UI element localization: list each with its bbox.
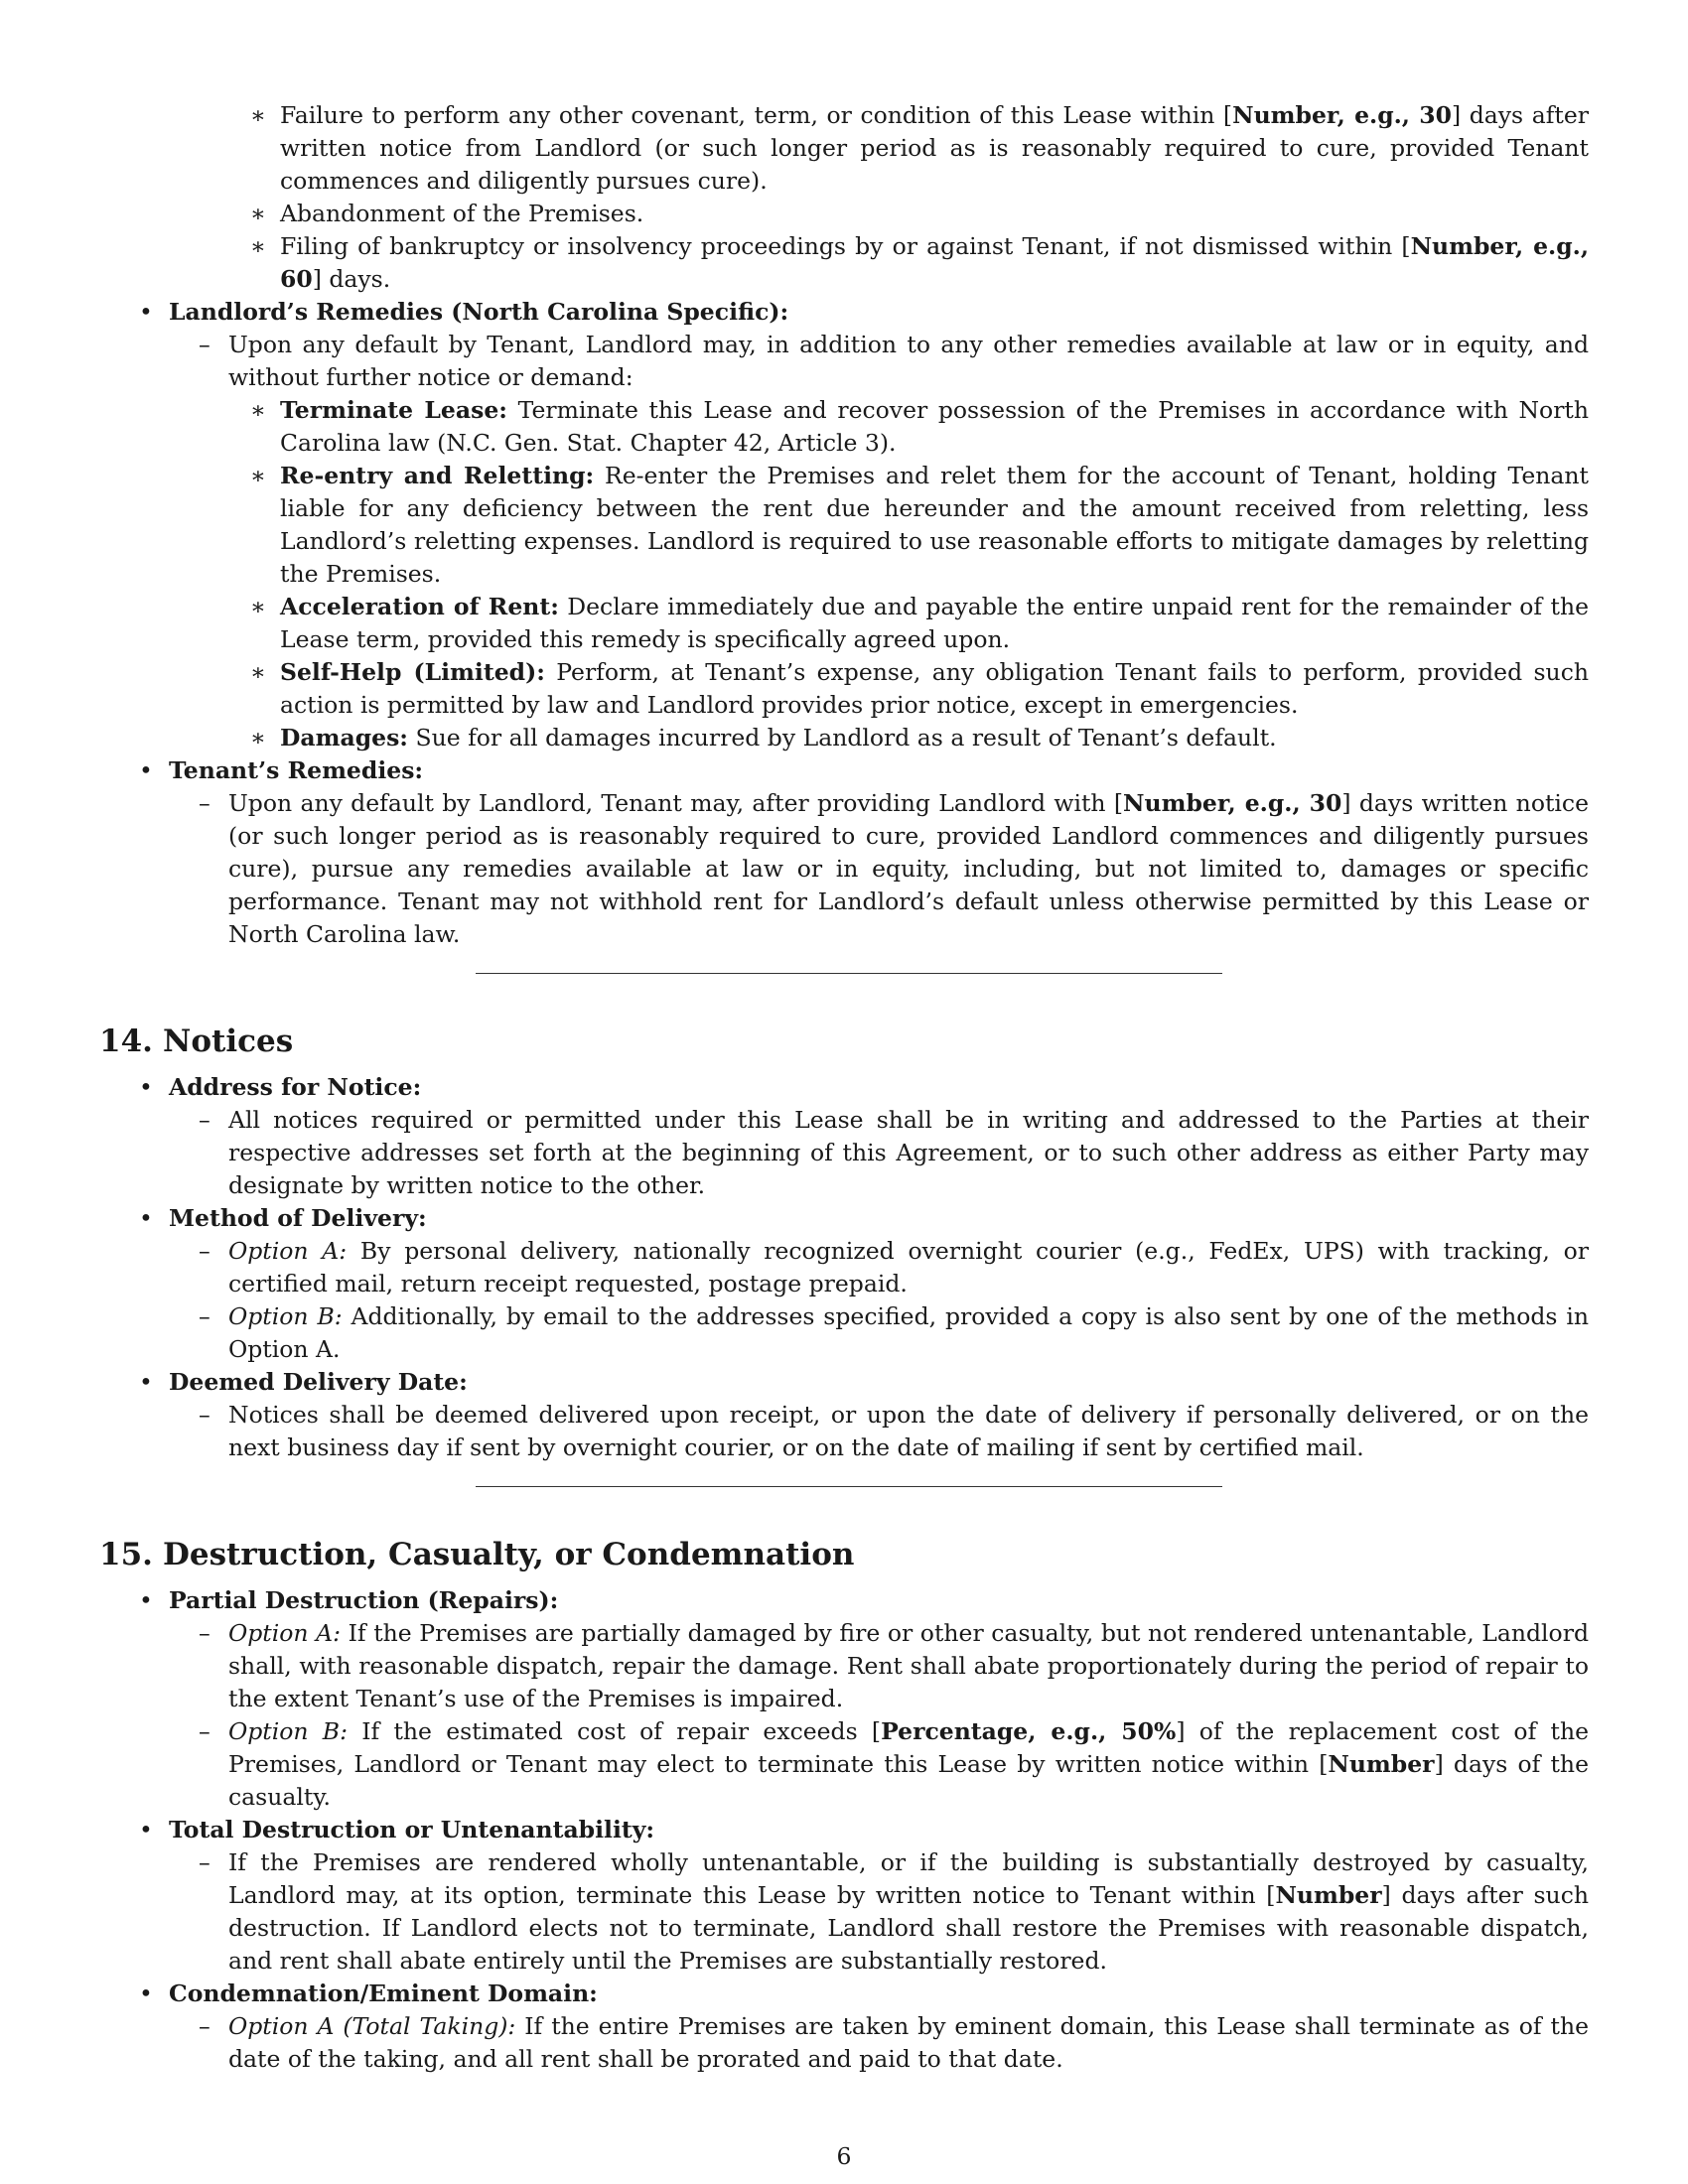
list-item: – Option B: Additionally, by email to the addresses specified, provided a copy is also sent by one of the methods in Option A. xyxy=(199,1302,1589,1363)
list-item: – If the Premises are rendered wholly untenantable, or if the building is substantially destroyed by casualty, Landlord may, at its option, terminate this Lease by written notice to Tenant within [Number] days after such destruction. If Landlord elects not to terminate, Landlord shall restore the Premises with reasonable dispatch, and rent shall abate entirely until the Premises are substantially restored. xyxy=(199,1848,1589,1975)
star-marker: ∗ xyxy=(250,200,266,227)
bullet-marker: • xyxy=(139,1073,153,1101)
star-marker: ∗ xyxy=(250,462,266,489)
dash-marker: – xyxy=(199,789,211,817)
list-item: – Notices shall be deemed delivered upon receipt, or upon the date of delivery if personally delivered, or on the next business day if sent by overnight courier, or on the date of mailing if sent by certified mail. xyxy=(199,1401,1589,1461)
tenant-remedies-heading: • Tenant’s Remedies: xyxy=(99,754,1589,787)
list-item: – Option B: If the estimated cost of repair exceeds [Percentage, e.g., 50%] of the replacement cost of the Premises, Landlord or Tenant may elect to terminate this Lease by written notice within [Number] days of the casualty. xyxy=(199,1717,1590,1811)
list-item: ∗ Filing of bankruptcy or insolvency proceedings by or against Tenant, if not dismissed within [Number, e.g., 60] days. xyxy=(250,232,1590,293)
page-number: 6 xyxy=(836,2142,852,2170)
list-item: – Upon any default by Tenant, Landlord may, in addition to any other remedies available at law or in equity, and without further notice or demand: xyxy=(199,331,1589,391)
list-item: ∗ Failure to perform any other covenant, term, or condition of this Lease within [Number, e.g., 30] days after written notice from Landlord (or such longer period as is reasonably required to cure, provided Tenant commences and diligently pursues cure). xyxy=(250,101,1589,195)
list-item: ∗ Abandonment of the Premises. xyxy=(99,198,1589,230)
star-marker: ∗ xyxy=(250,232,266,260)
bullet-marker: • xyxy=(139,1204,153,1232)
star-marker: ∗ xyxy=(250,396,266,424)
list-item: – Option A: By personal delivery, nationally recognized overnight courier (e.g., FedEx, UPS) with tracking, or certified mail, return receipt requested, postage prepaid. xyxy=(199,1237,1589,1297)
list-heading: • Method of Delivery: xyxy=(99,1202,1589,1235)
list-item: – Option A: If the Premises are partially damaged by fire or other casualty, but not rendered untenantable, Landlord shall, with reasonable dispatch, repair the damage. Rent shall abate proportionately during the period of repair to the extent Tenant’s use of the Premises is impaired. xyxy=(199,1619,1589,1712)
list-item: – Option A (Total Taking): If the entire Premises are taken by eminent domain, this Lease shall terminate as of the date of the taking, and all rent shall be prorated and paid to that date. xyxy=(199,2012,1589,2073)
list-item: ∗ Terminate Lease: Terminate this Lease and recover possession of the Premises in accordance with North Carolina law (N.C. Gen. Stat. Chapter 42, Article 3). xyxy=(250,396,1590,457)
dash-marker: – xyxy=(199,1401,211,1429)
list-heading: • Condemnation/Eminent Domain: xyxy=(99,1978,1589,2010)
dash-marker: – xyxy=(199,1106,211,1134)
bullet-marker: • xyxy=(139,1368,153,1396)
star-marker: ∗ xyxy=(250,593,266,620)
list-item: ∗ Self-Help (Limited): Perform, at Tenant’s expense, any obligation Tenant fails to perform, provided such action is permitted by law and Landlord provides prior notice, except in emergencies. xyxy=(250,658,1589,719)
list-heading: • Address for Notice: xyxy=(99,1071,1589,1104)
list-heading: • Deemed Delivery Date: xyxy=(99,1366,1589,1399)
list-item: ∗ Damages: Sue for all damages incurred by Landlord as a result of Tenant’s default. xyxy=(99,722,1589,754)
dash-marker: – xyxy=(199,1237,211,1265)
star-marker: ∗ xyxy=(250,101,266,129)
bullet-marker: • xyxy=(139,756,153,784)
list-heading: • Partial Destruction (Repairs): xyxy=(99,1584,1589,1617)
dash-marker: – xyxy=(199,1717,211,1745)
dash-marker: – xyxy=(199,1848,211,1876)
section-heading-14: 14. Notices xyxy=(99,1024,294,1059)
list-item: – All notices required or permitted under this Lease shall be in writing and addressed to the Parties at their respective addresses set forth at the beginning of this Agreement, or to such other address as either Party may designate by written notice to the other. xyxy=(199,1106,1589,1199)
bullet-marker: • xyxy=(139,1979,153,2007)
dash-marker: – xyxy=(199,331,211,358)
landlord-remedies-heading: • Landlord’s Remedies (North Carolina Specific): xyxy=(99,296,1589,329)
bullet-marker: • xyxy=(139,298,153,326)
section-divider xyxy=(476,973,1222,974)
star-marker: ∗ xyxy=(250,724,266,751)
list-heading: • Total Destruction or Untenantability: xyxy=(99,1814,1589,1846)
list-item: – Upon any default by Landlord, Tenant may, after providing Landlord with [Number, e.g., 30] days written notice (or such longer period as is reasonably required to cure, provided Landlord commences and diligently pursues cure), pursue any remedies available at law or in equity, including, but not limited to, damages or specific performance. Tenant may not withhold rent for Landlord’s default unless otherwise permitted by this Lease or North Carolina law. xyxy=(199,789,1589,948)
bullet-marker: • xyxy=(139,1816,153,1843)
list-item: ∗ Re-entry and Reletting: Re-enter the Premises and relet them for the account of Tenant, holding Tenant liable for any deficiency between the rent due hereunder and the amount received from reletting, less Landlord’s reletting expenses. Landlord is required to use reasonable efforts to mitigate damages by reletting the Premises. xyxy=(250,462,1589,588)
section-heading-15: 15. Destruction, Casualty, or Condemnation xyxy=(99,1537,855,1572)
list-item: ∗ Acceleration of Rent: Declare immediately due and payable the entire unpaid rent for the remainder of the Lease term, provided this remedy is specifically agreed upon. xyxy=(250,593,1590,653)
dash-marker: – xyxy=(199,1302,211,1330)
star-marker: ∗ xyxy=(250,658,266,686)
bullet-marker: • xyxy=(139,1586,153,1614)
dash-marker: – xyxy=(199,2012,211,2040)
section-divider xyxy=(476,1486,1222,1487)
dash-marker: – xyxy=(199,1619,211,1647)
page-content xyxy=(99,99,1589,2076)
